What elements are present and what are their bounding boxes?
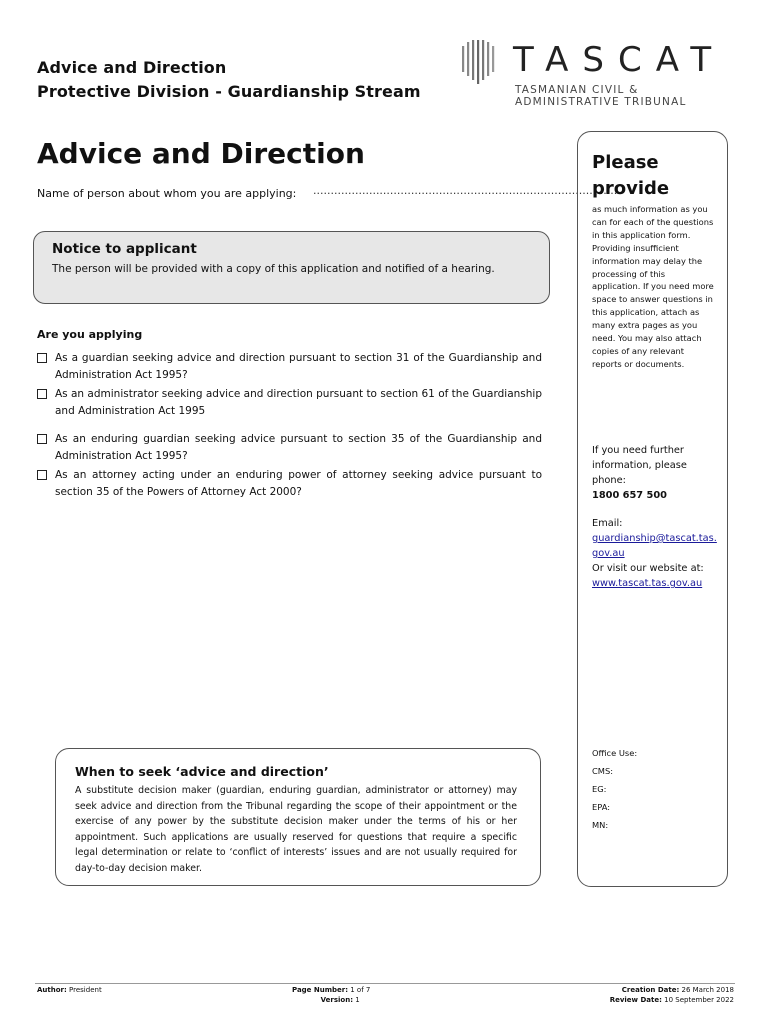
header-subtitle: Protective Division - Guardianship Stream: [37, 82, 421, 101]
footer-divider: [35, 983, 735, 984]
office-eg: EG:: [592, 784, 607, 794]
logo-subtitle-line1: TASMANIAN CIVIL &: [515, 84, 639, 96]
page-title: Advice and Direction: [37, 137, 365, 170]
creation-value: 26 March 2018: [681, 986, 734, 994]
sidebar-title-line2: provide: [592, 178, 670, 199]
email-link[interactable]: guardianship@tascat.tas.gov.au: [592, 533, 717, 559]
logo-subtitle: [515, 84, 687, 108]
option-enduring-guardian-label: As an enduring guardian seeking advice pursuant to section 35 of the Guardianship and Administration Act 1995?: [55, 433, 542, 462]
when-title: When to seek ‘advice and direction’: [75, 764, 329, 779]
option-enduring-guardian: [37, 431, 542, 465]
website-label: Or visit our website at:: [592, 563, 704, 574]
phone-number[interactable]: 1800 657 500: [592, 490, 667, 501]
question-heading: Are you applying: [37, 328, 143, 341]
name-field[interactable]: ........................................................................................: [313, 184, 621, 197]
page-value: 1 of 7: [350, 986, 371, 994]
option-administrator-label: As an administrator seeking advice and direction pursuant to section 61 of the Guardianship and Administration Act 1995: [55, 388, 542, 417]
version-label: Version:: [320, 996, 354, 1004]
option-guardian: [37, 350, 542, 384]
notice-text: The person will be provided with a copy of this application and notified of a hearing.: [52, 263, 495, 275]
name-field-label: Name of person about whom you are applying:: [37, 187, 297, 200]
sidebar-text: as much information as you can for each of the questions in this application form. Providing insufficient information may delay the processing of this application. If you need more space to answer questions in this application, attach as many extra pages as you need. You may also attach copies of any relevant reports or documents.: [592, 204, 714, 369]
option-attorney: [37, 467, 542, 501]
office-use: [592, 744, 637, 834]
version-value: 1: [355, 996, 360, 1004]
office-use-label: Office Use:: [592, 748, 638, 758]
checkbox-administrator[interactable]: [37, 389, 47, 399]
sidebar-title-line1: Please: [592, 152, 659, 173]
office-mn: MN:: [592, 820, 609, 830]
logo-subtitle-line2: ADMINISTRATIVE TRIBUNAL: [515, 96, 687, 108]
when-box: [55, 748, 541, 886]
review-label: Review Date:: [609, 996, 662, 1004]
checkbox-guardian[interactable]: [37, 353, 47, 363]
notice-title: Notice to applicant: [52, 241, 197, 257]
office-cms: CMS:: [592, 766, 614, 776]
footer-author: [37, 985, 102, 995]
sidebar-title: [592, 150, 669, 202]
creation-label: Creation Date:: [621, 986, 680, 994]
notice-box: [33, 231, 550, 304]
phone-label: If you need further information, please phone:: [592, 445, 687, 486]
checkbox-enduring-guardian[interactable]: [37, 434, 47, 444]
footer-dates: [610, 985, 734, 1005]
page-label: Page Number:: [292, 986, 349, 994]
author-value: President: [69, 986, 102, 994]
when-text: A substitute decision maker (guardian, enduring guardian, administrator or attorney) may seek advice and direction from the Tribunal regarding the scope of their appointment or the exercise of any power by the substitute decision maker under the terms of his or her appointment. Such applications are usually reserved for questions that require a specific legal determination or relate to ‘conflict of interests’ issues and are not usually required for day-to-day decision maker.: [75, 785, 517, 874]
review-value: 10 September 2022: [664, 996, 734, 1004]
office-epa: EPA:: [592, 802, 611, 812]
option-administrator: [37, 386, 542, 420]
footer-page: [292, 985, 370, 1005]
sidebar-contact: [592, 443, 717, 503]
website-link[interactable]: www.tascat.tas.gov.au: [592, 578, 703, 589]
header-title: Advice and Direction: [37, 58, 227, 77]
email-label: Email:: [592, 518, 623, 529]
author-label: Author:: [37, 986, 67, 994]
logo-wordmark: TASCAT: [513, 40, 726, 80]
sidebar-links: [592, 516, 717, 591]
info-sidebar: [577, 131, 728, 887]
tascat-logo-icon: [462, 40, 498, 84]
checkbox-attorney[interactable]: [37, 470, 47, 480]
option-attorney-label: As an attorney acting under an enduring power of attorney seeking advice pursuant to section 35 of the Powers of Attorney Act 2000?: [55, 469, 542, 498]
option-guardian-label: As a guardian seeking advice and direction pursuant to section 31 of the Guardianship and Administration Act 1995?: [55, 352, 542, 381]
